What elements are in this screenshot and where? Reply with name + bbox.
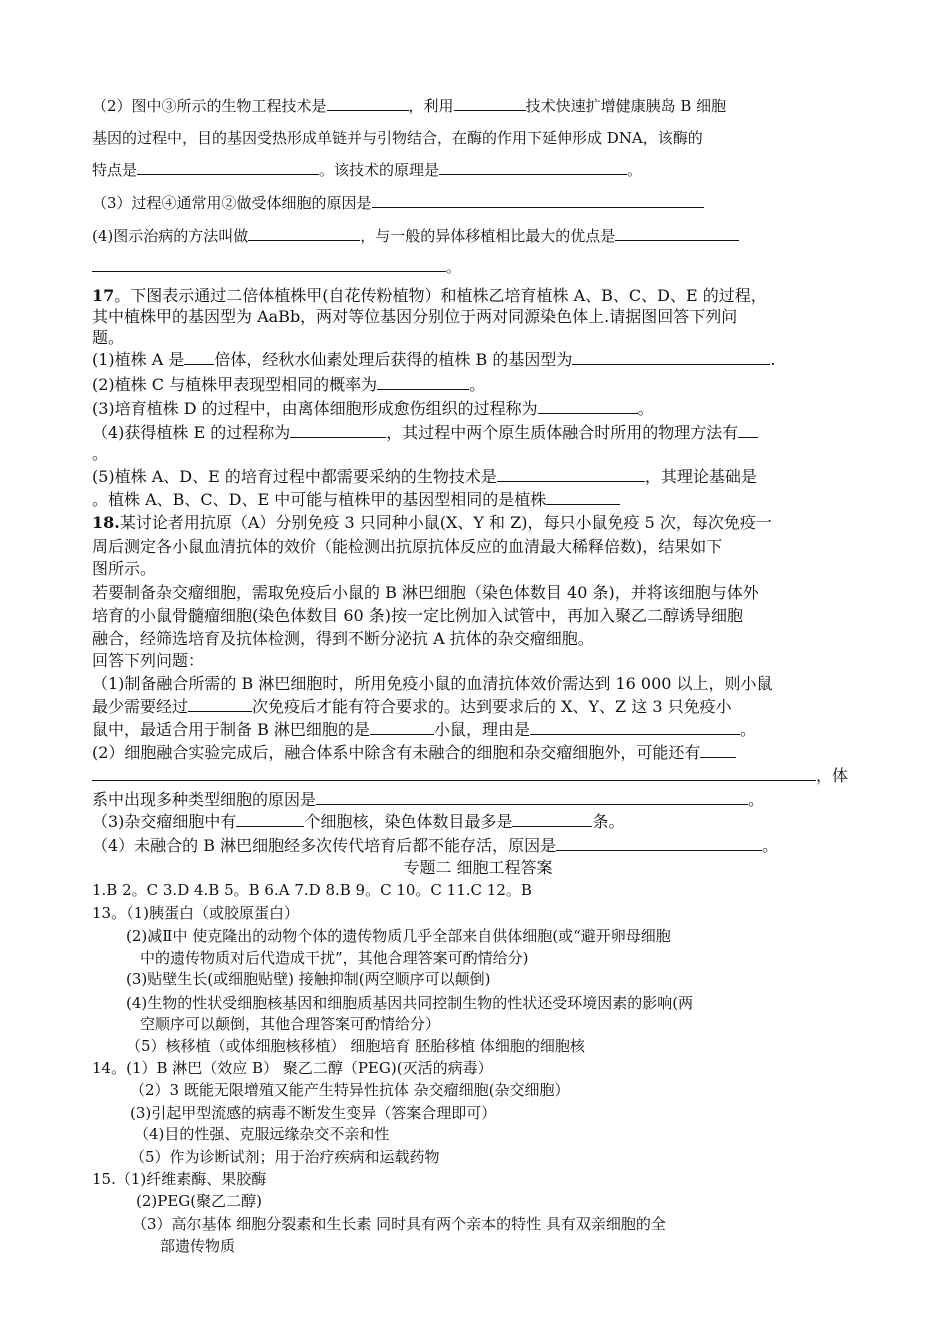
q17-intro-line3: 题。	[92, 328, 125, 347]
answer-blank[interactable]	[137, 160, 319, 175]
q17-sub3: (3)培育植株 D 的过程中，由离体细胞形成愈伤组织的过程称为 。	[92, 399, 654, 418]
answer-blank[interactable]	[316, 790, 748, 805]
q16-part4-cont: 。	[92, 257, 950, 277]
answer-blank[interactable]	[184, 350, 214, 365]
answer-blank[interactable]	[512, 812, 592, 827]
q18-sub3: （3)杂交瘤细胞中有 个细胞核，染色体数目最多是 条。	[92, 812, 625, 831]
answer-blank[interactable]	[530, 720, 740, 735]
q17-sub5: (5)植株 A、D、E 的培育过程中都需要采纳的生物技术是 ，其理论基础是	[92, 467, 757, 486]
answer-blank[interactable]	[546, 490, 620, 505]
answer-14-4: （4)目的性强、克服远缘杂交不亲和性	[134, 1125, 390, 1143]
answer-blank[interactable]	[738, 423, 758, 438]
q17-sub5-cont: 。植株 A、B、C、D、E 中可能与植株甲的基因型相同的是植株	[92, 490, 950, 510]
q17-intro-line2: 其中植株甲的基因型为 AaBb，两对等位基因分别位于两对同源染色体上.请据图回答下列问	[92, 307, 738, 326]
answer-14-2: （2）3 既能无限增殖又能产生特异性抗体 杂交瘤细胞(杂交细胞）	[130, 1081, 570, 1099]
answer-13-2-line1: (2)减Ⅱ中 使克隆出的动物个体的遗传物质几乎全部来自供体细胞(或“避开卵母细胞	[126, 927, 671, 945]
q18-para-line3: 融合，经筛选培育及抗体检测，得到不断分泌抗 A 抗体的杂交瘤细胞。	[92, 629, 594, 648]
answer-15-3-line1: （3）高尔基体 细胞分裂素和生长素 同时具有两个亲本的特性 具有双亲细胞的全	[132, 1215, 666, 1233]
q17-sub2: (2)植株 C 与植株甲表现型相同的概率为 。	[92, 375, 486, 394]
question-number: 17	[92, 286, 115, 305]
answer-blank[interactable]	[92, 257, 446, 272]
answer-blank[interactable]	[236, 812, 304, 827]
answer-blank[interactable]	[439, 160, 627, 175]
q18-intro-line2: 周后测定各小鼠血清抗体的效价（能检测出抗原抗体反应的血清最大稀释倍数)，结果如下	[92, 537, 723, 556]
answer-13-5: （5）核移植（或体细胞核移植） 细胞培育 胚胎移植 体细胞的细胞核	[126, 1037, 585, 1055]
answer-14-5: （5）作为诊断试剂；用于治疗疾病和运载药物	[130, 1148, 440, 1166]
answer-13-1: 13。（1)胰蛋白（或胶原蛋白）	[92, 904, 299, 922]
q18-sub1-line2: 最少需要经过 次免疫后才能有符合要求的。达到要求后的 X、Y、Z 这 3 只免疫小	[92, 697, 732, 716]
answer-blank[interactable]	[615, 226, 739, 241]
q18-sub2-line1: (2）细胞融合实验完成后，融合体系中除含有未融合的细胞和杂交瘤细胞外，可能还有	[92, 743, 950, 763]
q18-para-line1: 若要制备杂交瘤细胞，需取免疫后小鼠的 B 淋巴细胞（染色体数目 40 条)，并将该细胞与体外	[92, 583, 759, 602]
q16-part2-line1: （2）图中③所示的生物工程技术是 ，利用 技术快速扩增健康胰岛 B 细胞	[92, 97, 727, 115]
answer-blank[interactable]	[370, 720, 434, 735]
q16-part3: （3）过程④通常用②做受体细胞的原因是	[92, 193, 950, 213]
answers-multiple-choice: 1.B 2。C 3.D 4.B 5。B 6.A 7.D 8.B 9。C 10。C 11.C 12。B	[92, 881, 532, 899]
answer-13-4-line1: (4)生物的性状受细胞核基因和细胞质基因共同控制生物的性状还受环境因素的影响(两	[126, 994, 694, 1012]
answer-blank[interactable]	[700, 743, 736, 758]
q17-intro-line1: 17。下图表示通过二倍体植株甲(自花传粉植物）和植株乙培育植株 A、B、C、D、E 的过程，	[92, 286, 767, 305]
answer-blank[interactable]	[327, 96, 409, 111]
answer-blank[interactable]	[188, 697, 252, 712]
q16-part2-line2: 基因的过程中，目的基因受热形成单链并与引物结合，在酶的作用下延伸形成 DNA，该酶的	[92, 129, 703, 147]
q18-intro-line3: 图所示。	[92, 559, 157, 578]
answer-blank[interactable]	[556, 836, 762, 851]
answer-13-2-line2: 中的遗传物质对后代造成干扰”，其他合理答案可酌情给分)	[140, 949, 529, 967]
q18-sub2-line2: ，体	[92, 766, 950, 786]
q17-sub4: （4)获得植株 E 的过程称为 ，其过程中两个原生质体融合时所用的物理方法有	[92, 423, 950, 443]
answer-15-1: 15.（1)纤维素酶、果胶酶	[92, 1170, 267, 1188]
q18-para-line2: 培育的小鼠骨髓瘤细胞(染色体数目 60 条)按一定比例加入试管中，再加入聚乙二醇诱导细胞	[92, 606, 744, 625]
answer-blank[interactable]	[92, 766, 816, 781]
answer-13-3: (3)贴壁生长(或细胞贴壁) 接触抑制(两空顺序可以颠倒)	[126, 970, 491, 988]
answer-blank[interactable]	[497, 467, 645, 482]
answer-blank[interactable]	[372, 193, 704, 208]
answer-blank[interactable]	[377, 375, 469, 390]
answer-13-4-line2: 空顺序可以颠倒，其他合理答案可酌情给分）	[140, 1015, 441, 1033]
answer-15-2: (2)PEG(聚乙二醇)	[136, 1192, 262, 1210]
answer-14-1: 14。(1）B 淋巴（效应 B） 聚乙二醇（PEG)(灭活的病毒）	[92, 1059, 493, 1077]
q18-intro-line1: 18.某讨论者用抗原（A）分别免疫 3 只同种小鼠(X、Y 和 Z)，每只小鼠免疫 5 次，每次免疫一	[92, 513, 772, 532]
q18-sub2-line3: 系中出现多种类型细胞的原因是 。	[92, 790, 765, 809]
answer-blank[interactable]	[572, 350, 770, 365]
answers-title: 专题二 细胞工程答案	[403, 858, 553, 877]
q18-sub1-line1: （1)制备融合所需的 B 淋巴细胞时，所用免疫小鼠的血清抗体效价需达到 16 000 以上，则小鼠	[92, 674, 773, 693]
answer-blank[interactable]	[454, 96, 526, 111]
q17-sub1: (1)植株 A 是 倍体，经秋水仙素处理后获得的植株 B 的基因型为 .	[92, 350, 776, 369]
q16-part2-line3: 特点是 。该技术的原理是 。	[92, 161, 643, 179]
q18-sub4: （4）未融合的 B 淋巴细胞经多次传代培育后都不能存活，原因是 。	[92, 836, 779, 855]
q18-sub1-line3: 鼠中，最适合用于制备 B 淋巴细胞的是 小鼠，理由是 。	[92, 720, 756, 739]
q17-sub4-cont: 。	[92, 444, 109, 463]
answer-blank[interactable]	[248, 226, 360, 241]
question-number: 18.	[92, 513, 120, 532]
q16-part4: (4)图示治病的方法叫做 ，与一般的异体移植相比最大的优点是	[92, 226, 950, 246]
answer-15-3-line2: 部遗传物质	[160, 1237, 236, 1255]
answer-blank[interactable]	[538, 399, 638, 414]
q18-para-line4: 回答下列问题：	[92, 651, 205, 670]
answer-14-3: (3)引起甲型流感的病毒不断发生变异（答案合理即可）	[130, 1104, 497, 1122]
answer-blank[interactable]	[290, 423, 386, 438]
